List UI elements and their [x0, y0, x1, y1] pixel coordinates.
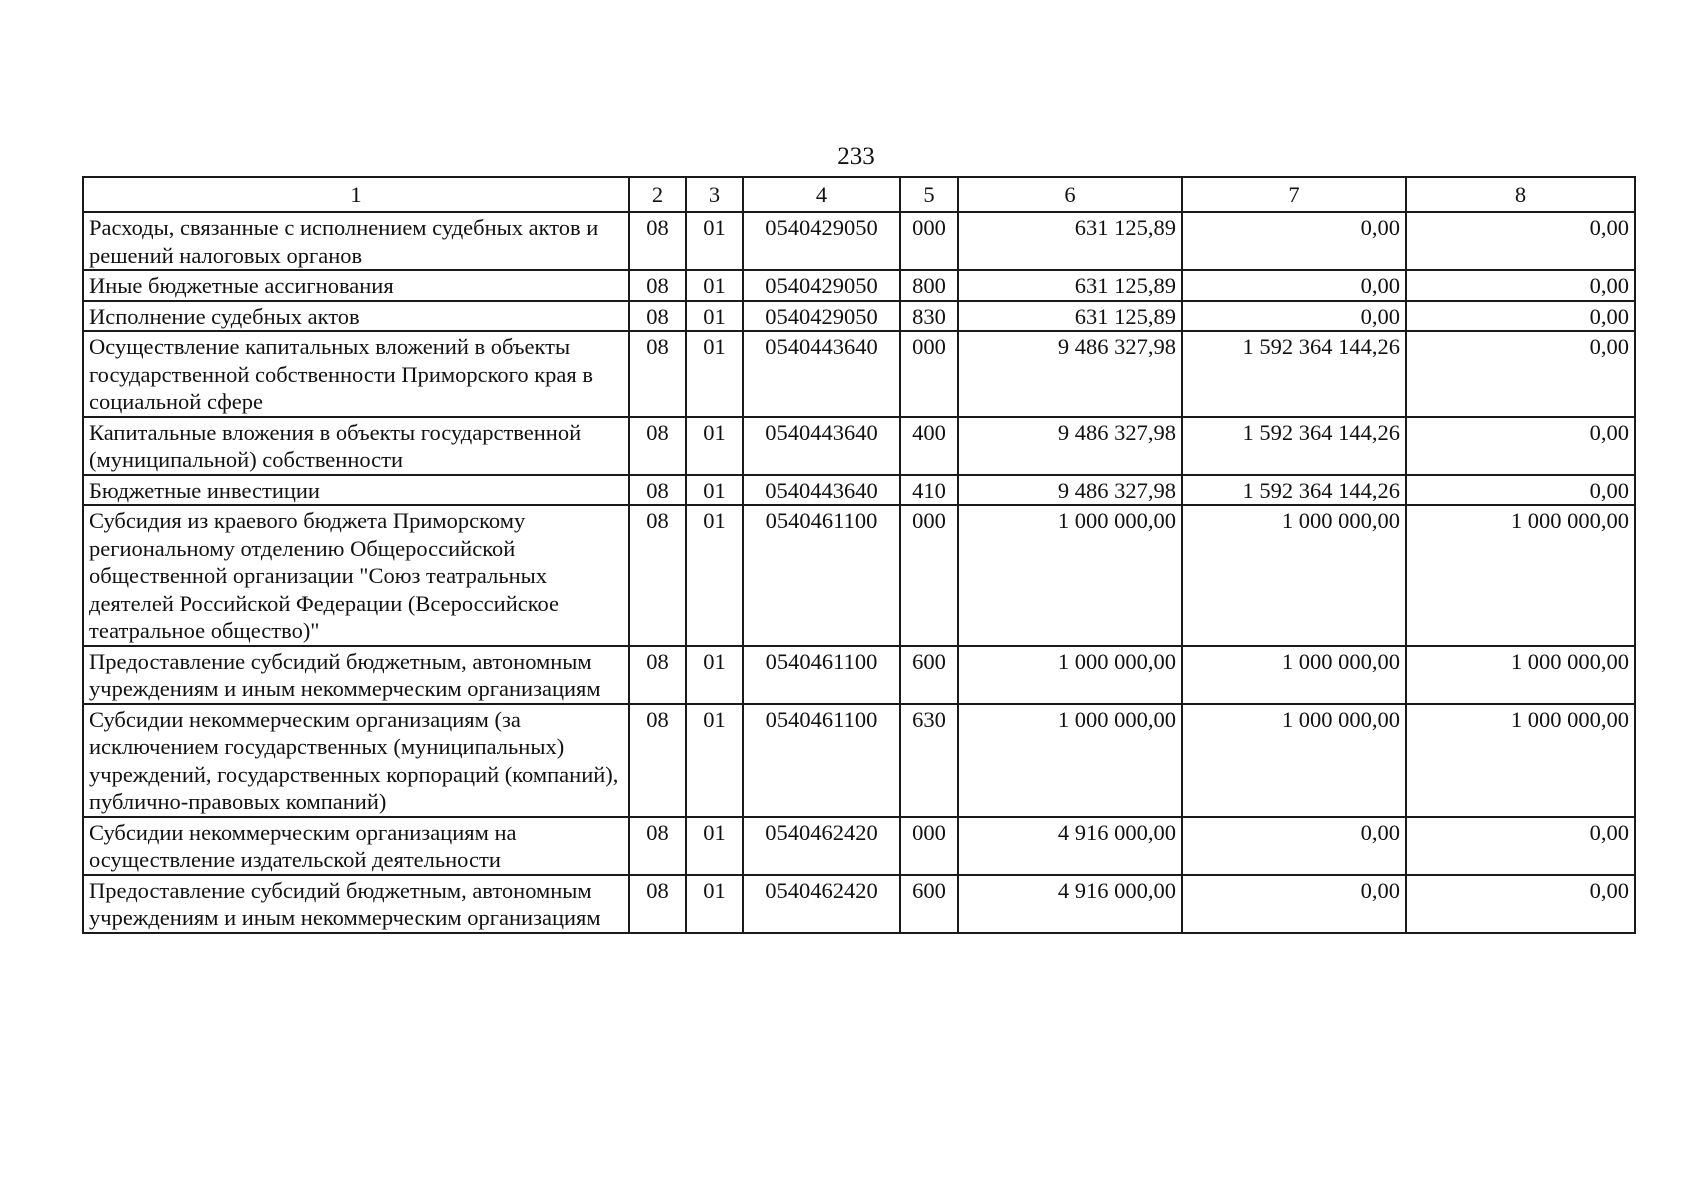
table-row [83, 817, 1635, 875]
expense-type-code: 600 [900, 646, 958, 704]
amount-col-7: 0,00 [1182, 301, 1406, 332]
column-header-7: 7 [1182, 177, 1406, 212]
amount-col-8: 1 000 000,00 [1406, 505, 1635, 646]
column-header-3: 3 [686, 177, 743, 212]
column-header-2: 2 [629, 177, 686, 212]
section-code: 08 [629, 505, 686, 646]
subsection-code: 01 [686, 212, 743, 270]
section-code: 08 [629, 475, 686, 506]
amount-col-7: 1 592 364 144,26 [1182, 417, 1406, 475]
subsection-code: 01 [686, 270, 743, 301]
amount-col-7: 0,00 [1182, 875, 1406, 933]
table-row [83, 875, 1635, 933]
expense-type-code: 400 [900, 417, 958, 475]
amount-col-6: 4 916 000,00 [958, 817, 1182, 875]
row-name: Предоставление субсидий бюджетным, автономным учреждениям и иным некоммерческим организациям [83, 646, 629, 704]
amount-col-6: 9 486 327,98 [958, 331, 1182, 417]
table-row [83, 646, 1635, 704]
expense-type-code: 600 [900, 875, 958, 933]
column-header-6: 6 [958, 177, 1182, 212]
target-article-code: 0540462420 [743, 875, 900, 933]
amount-col-6: 1 000 000,00 [958, 704, 1182, 817]
column-header-1: 1 [83, 177, 629, 212]
row-name: Капитальные вложения в объекты государственной (муниципальной) собственности [83, 417, 629, 475]
row-name: Осуществление капитальных вложений в объекты государственной собственности Приморского края в социальной сфере [83, 331, 629, 417]
row-name: Расходы, связанные с исполнением судебных актов и решений налоговых органов [83, 212, 629, 270]
section-code: 08 [629, 646, 686, 704]
row-name: Исполнение судебных актов [83, 301, 629, 332]
amount-col-7: 0,00 [1182, 212, 1406, 270]
table-row [83, 704, 1635, 817]
section-code: 08 [629, 875, 686, 933]
subsection-code: 01 [686, 417, 743, 475]
amount-col-7: 1 592 364 144,26 [1182, 331, 1406, 417]
amount-col-6: 631 125,89 [958, 212, 1182, 270]
amount-col-8: 0,00 [1406, 875, 1635, 933]
target-article-code: 0540461100 [743, 646, 900, 704]
subsection-code: 01 [686, 331, 743, 417]
target-article-code: 0540429050 [743, 301, 900, 332]
amount-col-8: 0,00 [1406, 212, 1635, 270]
table-row [83, 417, 1635, 475]
row-name: Субсидии некоммерческим организациям на осуществление издательской деятельности [83, 817, 629, 875]
row-name: Субсидия из краевого бюджета Приморскому региональному отделению Общероссийской общественной организации "Союз театральных деятелей Российской Федерации (Всероссийское театральное общество)" [83, 505, 629, 646]
expense-type-code: 830 [900, 301, 958, 332]
subsection-code: 01 [686, 301, 743, 332]
table-body [83, 212, 1635, 933]
column-header-5: 5 [900, 177, 958, 212]
amount-col-7: 1 000 000,00 [1182, 505, 1406, 646]
amount-col-7: 1 592 364 144,26 [1182, 475, 1406, 506]
amount-col-7: 1 000 000,00 [1182, 704, 1406, 817]
expense-type-code: 000 [900, 817, 958, 875]
subsection-code: 01 [686, 817, 743, 875]
subsection-code: 01 [686, 646, 743, 704]
amount-col-7: 1 000 000,00 [1182, 646, 1406, 704]
target-article-code: 0540443640 [743, 417, 900, 475]
amount-col-6: 631 125,89 [958, 301, 1182, 332]
subsection-code: 01 [686, 475, 743, 506]
amount-col-6: 9 486 327,98 [958, 417, 1182, 475]
budget-table [82, 176, 1636, 934]
section-code: 08 [629, 331, 686, 417]
target-article-code: 0540443640 [743, 475, 900, 506]
subsection-code: 01 [686, 505, 743, 646]
subsection-code: 01 [686, 704, 743, 817]
expense-type-code: 630 [900, 704, 958, 817]
amount-col-6: 4 916 000,00 [958, 875, 1182, 933]
row-name: Предоставление субсидий бюджетным, автономным учреждениям и иным некоммерческим организациям [83, 875, 629, 933]
expense-type-code: 000 [900, 331, 958, 417]
table-header [83, 177, 1635, 212]
header-row [83, 177, 1635, 212]
subsection-code: 01 [686, 875, 743, 933]
row-name: Бюджетные инвестиции [83, 475, 629, 506]
expense-type-code: 800 [900, 270, 958, 301]
column-header-8: 8 [1406, 177, 1635, 212]
amount-col-6: 631 125,89 [958, 270, 1182, 301]
target-article-code: 0540461100 [743, 505, 900, 646]
amount-col-8: 0,00 [1406, 270, 1635, 301]
amount-col-8: 0,00 [1406, 301, 1635, 332]
section-code: 08 [629, 817, 686, 875]
amount-col-8: 0,00 [1406, 475, 1635, 506]
amount-col-8: 1 000 000,00 [1406, 704, 1635, 817]
target-article-code: 0540462420 [743, 817, 900, 875]
section-code: 08 [629, 301, 686, 332]
target-article-code: 0540429050 [743, 270, 900, 301]
target-article-code: 0540429050 [743, 212, 900, 270]
amount-col-6: 1 000 000,00 [958, 505, 1182, 646]
table-row [83, 301, 1635, 332]
section-code: 08 [629, 212, 686, 270]
amount-col-8: 0,00 [1406, 417, 1635, 475]
amount-col-8: 1 000 000,00 [1406, 646, 1635, 704]
expense-type-code: 000 [900, 212, 958, 270]
amount-col-6: 1 000 000,00 [958, 646, 1182, 704]
section-code: 08 [629, 270, 686, 301]
row-name: Субсидии некоммерческим организациям (за исключением государственных (муниципальных) учреждений, государственных корпораций (компаний), публично-правовых компаний) [83, 704, 629, 817]
target-article-code: 0540461100 [743, 704, 900, 817]
amount-col-7: 0,00 [1182, 270, 1406, 301]
row-name: Иные бюджетные ассигнования [83, 270, 629, 301]
table-row [83, 331, 1635, 417]
expense-type-code: 000 [900, 505, 958, 646]
table-row [83, 475, 1635, 506]
section-code: 08 [629, 704, 686, 817]
column-header-4: 4 [743, 177, 900, 212]
section-code: 08 [629, 417, 686, 475]
page-number: 233 [837, 143, 875, 170]
table-row [83, 505, 1635, 646]
table-row [83, 270, 1635, 301]
amount-col-8: 0,00 [1406, 331, 1635, 417]
amount-col-7: 0,00 [1182, 817, 1406, 875]
amount-col-8: 0,00 [1406, 817, 1635, 875]
target-article-code: 0540443640 [743, 331, 900, 417]
amount-col-6: 9 486 327,98 [958, 475, 1182, 506]
table-row [83, 212, 1635, 270]
expense-type-code: 410 [900, 475, 958, 506]
